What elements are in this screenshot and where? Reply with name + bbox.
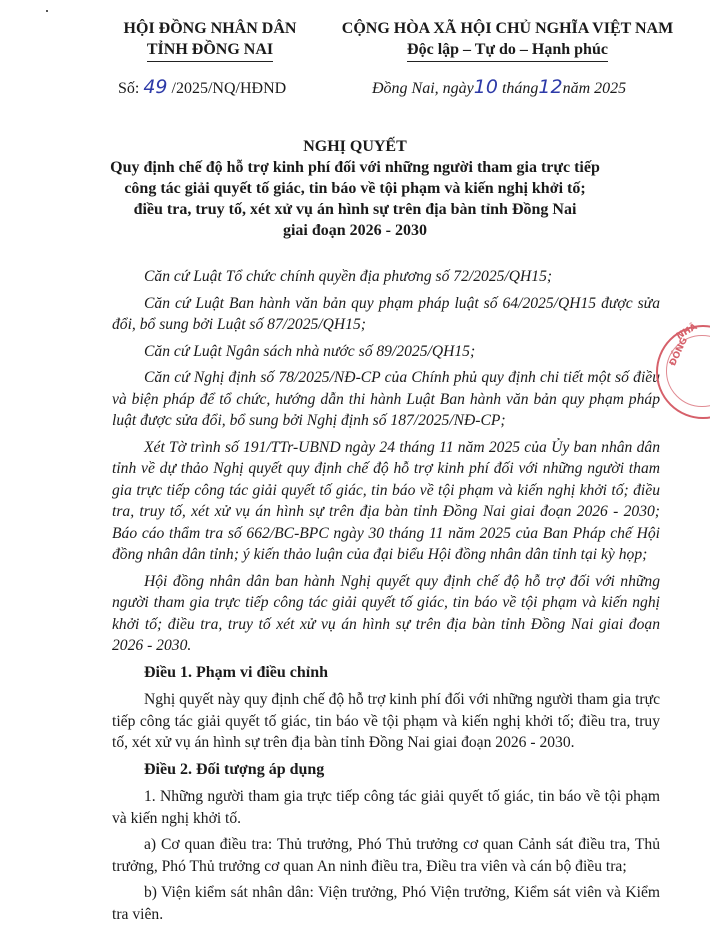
date-year: năm 2025 xyxy=(562,80,627,97)
date-month-label: tháng xyxy=(501,80,539,97)
official-seal xyxy=(656,322,710,419)
article2-heading: Điều 2. Đối tượng áp dụng xyxy=(144,760,325,778)
preamble-paragraph: Căn cứ Luật Tổ chức chính quyền địa phương số 72/2025/QH15; xyxy=(144,268,553,285)
number-handwritten: 49 xyxy=(143,76,168,98)
preamble-paragraph: Xét Tờ trình số 191/TTr-UBND ngày 24 tháng 11 năm 2025 của Ủy ban nhân dân tỉnh về dự thảo Nghị quyết quy định chế độ hỗ trợ kinh phí đối với những người tham gia trực tiếp công tác giải quyết tố giác, tin báo về tội phạm và kiến nghị khởi tố; điều tra, truy tố, xét xử vụ án hình sự trên địa bàn tỉnh Đồng Nai giai đoạn 2026 - 2030; Báo cáo thẩm tra số 662/BC-BPC ngày 30 tháng 11 năm 2025 của Ban Pháp chế Hội đồng nhân dân tỉnh; ý kiến thảo luận của đại biểu Hội đồng nhân dân tỉnh tại kỳ họp; xyxy=(112,438,660,563)
article2-item1: 1. Những người tham gia trực tiếp công tác giải quyết tố giác, tin báo về tội phạm và kiến nghị khởi tố. xyxy=(112,788,660,827)
title-line1: Quy định chế độ hỗ trợ kinh phí đối với những người tham gia trực tiếp xyxy=(110,159,600,176)
article2-item-b: b) Viện kiểm sát nhân dân: Viện trưởng, Phó Viện trưởng, Kiểm sát viên và Kiểm tra viên. xyxy=(112,884,660,923)
seal-text: NHÂ xyxy=(674,322,700,342)
date-month: 12 xyxy=(538,76,563,98)
article2-item-a: a) Cơ quan điều tra: Thủ trưởng, Phó Thủ trưởng cơ quan Cảnh sát điều tra, Thủ trưởng, Phó Thủ trưởng cơ quan An ninh điều tra, Điều tra viên và cán bộ điều tra; xyxy=(112,836,660,875)
preamble-paragraph: Căn cứ Nghị định số 78/2025/NĐ-CP của Chính phủ quy định chi tiết một số điều và biện pháp để tổ chức, hướng dẫn thi hành Luật Ban hành văn bản quy phạm pháp luật được sửa đổi, bổ sung bởi Nghị định số 187/2025/NĐ-CP; xyxy=(112,369,660,429)
national-motto: Độc lập – Tự do – Hạnh phúc xyxy=(407,39,608,62)
title-line2: công tác giải quyết tố giác, tin báo về tội phạm và kiến nghị khởi tố; xyxy=(124,180,586,197)
issuer-header xyxy=(100,18,320,62)
number-suffix: /2025/NQ/HĐND xyxy=(171,80,287,97)
preamble-paragraph: Căn cứ Luật Ngân sách nhà nước số 89/2025/QH15; xyxy=(144,342,476,360)
title-heading: NGHỊ QUYẾT xyxy=(303,138,407,155)
preamble-paragraph: Hội đồng nhân dân ban hành Nghị quyết quy định chế độ hỗ trợ đối với những người tham gia trực tiếp công tác giải quyết tố giác, tin báo về tội phạm và kiến nghị khởi tố; điều tra, truy tố xét xử vụ án hình sự trên địa bàn tỉnh Đồng Nai giai đoạn 2026 - 2030. xyxy=(112,572,660,654)
title-line4: giai đoạn 2026 - 2030 xyxy=(282,222,427,239)
preamble-paragraph: Căn cứ Luật Ban hành văn bản quy phạm pháp luật số 64/2025/QH15 được sửa đổi, bổ sung bởi Luật số 87/2025/QH15; xyxy=(112,294,660,333)
document-body xyxy=(112,266,660,930)
date-prefix: Đồng Nai, ngày xyxy=(372,80,474,97)
article1-text: Nghị quyết này quy định chế độ hỗ trợ kinh phí đối với những người tham gia trực tiếp công tác giải quyết tố giác, tin báo về tội phạm và kiến nghị khởi tố; điều tra, truy tố, xét xử vụ án hình sự trên địa bàn tỉnh Đồng Nai giai đoạn 2026 - 2030. xyxy=(112,691,660,751)
scan-dot xyxy=(46,10,48,12)
document-number xyxy=(118,76,286,98)
national-title: CỘNG HÒA XÃ HỘI CHỦ NGHĨA VIỆT NAM xyxy=(341,20,674,37)
document-date xyxy=(372,76,626,98)
date-day: 10 xyxy=(473,76,498,98)
national-header xyxy=(325,18,690,62)
issuer-line2: TỈNH ĐỒNG NAI xyxy=(147,39,273,62)
article1-heading: Điều 1. Phạm vi điều chỉnh xyxy=(144,663,329,681)
seal-text: ĐỒNG xyxy=(668,336,690,368)
title-line3: điều tra, truy tố, xét xử vụ án hình sự trên địa bàn tỉnh Đồng Nai xyxy=(133,201,577,218)
seal-inner-ring xyxy=(666,335,710,407)
number-prefix: Số: xyxy=(118,80,140,97)
resolution-title xyxy=(60,136,650,241)
issuer-line1: HỘI ĐỒNG NHÂN DÂN xyxy=(123,20,297,37)
